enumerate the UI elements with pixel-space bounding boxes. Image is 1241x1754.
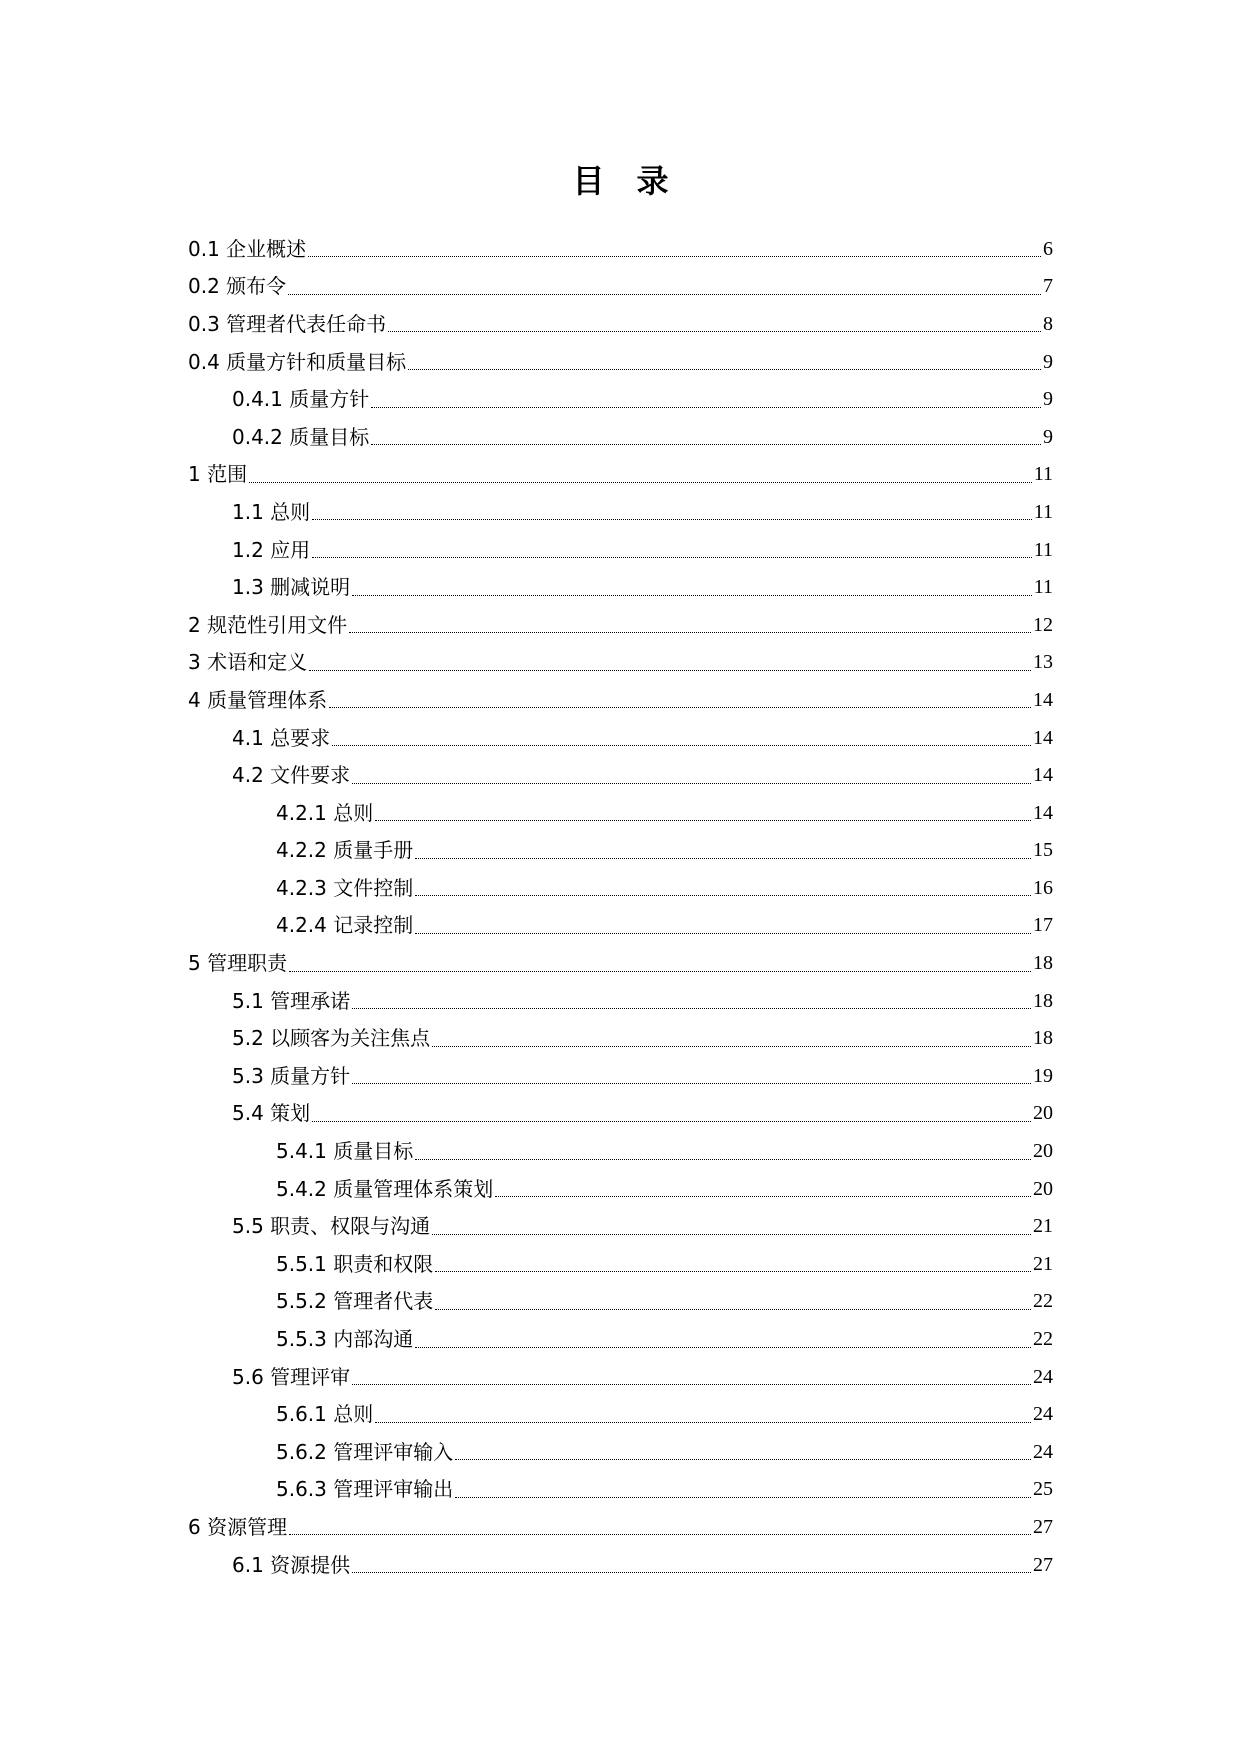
- toc-entry-page-number: 14: [1033, 801, 1053, 824]
- toc-entry-label: 3 术语和定义: [188, 650, 308, 675]
- toc-entry[interactable]: [188, 1057, 1053, 1095]
- toc-dot-leader: [432, 1234, 1031, 1235]
- toc-entry-page-number: 11: [1033, 500, 1053, 523]
- toc-entry-label: 5.6.2 管理评审输入: [276, 1439, 454, 1464]
- toc-entry-label: 4 质量管理体系: [188, 687, 328, 712]
- toc-list: [188, 230, 1053, 1583]
- toc-dot-leader: [288, 294, 1041, 295]
- toc-entry[interactable]: [188, 493, 1053, 531]
- toc-entry-label: 5.1 管理承诺: [232, 988, 351, 1013]
- toc-dot-leader: [415, 933, 1031, 934]
- toc-entry-label: 1.1 总则: [232, 499, 311, 524]
- toc-entry-label: 4.2 文件要求: [232, 763, 351, 788]
- toc-entry[interactable]: [188, 1546, 1053, 1584]
- toc-entry-page-number: 6: [1043, 237, 1053, 260]
- toc-dot-leader: [352, 783, 1031, 784]
- toc-dot-leader: [352, 1572, 1031, 1573]
- toc-entry-page-number: 21: [1033, 1252, 1053, 1275]
- toc-dot-leader: [332, 745, 1031, 746]
- toc-entry-label: 4.2.3 文件控制: [276, 875, 414, 900]
- toc-dot-leader: [375, 820, 1031, 821]
- toc-entry[interactable]: [188, 1508, 1053, 1546]
- toc-entry-label: 5.4.2 质量管理体系策划: [276, 1176, 494, 1201]
- toc-entry-label: 5.6.1 总则: [276, 1402, 374, 1427]
- toc-dot-leader: [289, 1534, 1031, 1535]
- toc-entry-label: 4.2.2 质量手册: [276, 838, 414, 863]
- toc-entry-page-number: 9: [1043, 425, 1053, 448]
- toc-entry[interactable]: [188, 531, 1053, 569]
- toc-dot-leader: [415, 895, 1031, 896]
- toc-entry-page-number: 27: [1033, 1553, 1053, 1576]
- toc-entry[interactable]: [188, 343, 1053, 381]
- toc-entry-page-number: 11: [1033, 463, 1053, 486]
- toc-entry-page-number: 18: [1033, 952, 1053, 975]
- toc-entry[interactable]: [188, 1358, 1053, 1396]
- toc-dot-leader: [435, 1271, 1031, 1272]
- toc-dot-leader: [455, 1497, 1031, 1498]
- toc-dot-leader: [375, 1422, 1031, 1423]
- toc-entry-label: 5.5.1 职责和权限: [276, 1251, 434, 1276]
- toc-entry-label: 0.3 管理者代表任命书: [188, 311, 387, 336]
- toc-entry-page-number: 24: [1033, 1403, 1053, 1426]
- toc-entry-label: 5.6 管理评审: [232, 1364, 351, 1389]
- toc-entry-label: 5.5.2 管理者代表: [276, 1289, 434, 1314]
- toc-entry-label: 2 规范性引用文件: [188, 612, 348, 637]
- toc-entry[interactable]: [188, 230, 1053, 268]
- toc-dot-leader: [312, 519, 1032, 520]
- toc-entry-label: 0.1 企业概述: [188, 236, 307, 261]
- toc-dot-leader: [249, 482, 1032, 483]
- toc-entry[interactable]: [188, 832, 1053, 870]
- toc-entry-label: 5.5.3 内部沟通: [276, 1327, 414, 1352]
- toc-entry-page-number: 8: [1043, 312, 1053, 335]
- toc-entry-page-number: 14: [1033, 726, 1053, 749]
- toc-dot-leader: [408, 369, 1041, 370]
- toc-entry-label: 4.2.4 记录控制: [276, 913, 414, 938]
- toc-entry-label: 4.1 总要求: [232, 725, 331, 750]
- toc-entry-label: 4.2.1 总则: [276, 800, 374, 825]
- toc-entry-page-number: 24: [1033, 1440, 1053, 1463]
- toc-entry-page-number: 25: [1033, 1478, 1053, 1501]
- toc-entry[interactable]: [188, 681, 1053, 719]
- toc-dot-leader: [352, 1083, 1031, 1084]
- toc-entry-page-number: 20: [1033, 1177, 1053, 1200]
- toc-entry[interactable]: [188, 756, 1053, 794]
- toc-entry-label: 5.6.3 管理评审输出: [276, 1477, 454, 1502]
- toc-entry[interactable]: [188, 869, 1053, 907]
- toc-entry[interactable]: [188, 268, 1053, 306]
- toc-entry-page-number: 11: [1033, 576, 1053, 599]
- toc-dot-leader: [415, 858, 1031, 859]
- toc-title: 目 录: [572, 162, 669, 200]
- toc-entry-page-number: 21: [1033, 1215, 1053, 1238]
- toc-entry[interactable]: [188, 305, 1053, 343]
- toc-entry-label: 1.3 删减说明: [232, 575, 351, 600]
- toc-entry-label: 5 管理职责: [188, 951, 288, 976]
- toc-entry[interactable]: [188, 1433, 1053, 1471]
- toc-entry[interactable]: [188, 606, 1053, 644]
- toc-entry[interactable]: [188, 1320, 1053, 1358]
- toc-entry-page-number: 20: [1033, 1140, 1053, 1163]
- toc-dot-leader: [289, 971, 1031, 972]
- toc-dot-leader: [312, 1121, 1031, 1122]
- toc-entry[interactable]: [188, 1019, 1053, 1057]
- toc-entry[interactable]: [188, 1095, 1053, 1133]
- toc-entry[interactable]: [188, 418, 1053, 456]
- toc-entry-page-number: 15: [1033, 839, 1053, 862]
- toc-entry-page-number: 24: [1033, 1365, 1053, 1388]
- toc-entry[interactable]: [188, 907, 1053, 945]
- toc-entry-page-number: 14: [1033, 688, 1053, 711]
- toc-dot-leader: [349, 632, 1031, 633]
- toc-entry-label: 0.4.1 质量方针: [232, 387, 370, 412]
- toc-entry-label: 5.5 职责、权限与沟通: [232, 1214, 431, 1239]
- toc-entry-page-number: 14: [1033, 764, 1053, 787]
- toc-entry[interactable]: [188, 982, 1053, 1020]
- toc-dot-leader: [312, 557, 1032, 558]
- toc-entry[interactable]: [188, 456, 1053, 494]
- toc-entry-label: 6 资源管理: [188, 1514, 288, 1539]
- toc-entry-label: 5.4 策划: [232, 1101, 311, 1126]
- toc-dot-leader: [371, 444, 1041, 445]
- toc-entry-label: 5.4.1 质量目标: [276, 1139, 414, 1164]
- toc-entry-page-number: 11: [1033, 538, 1053, 561]
- toc-entry[interactable]: [188, 644, 1053, 682]
- toc-entry-page-number: 20: [1033, 1102, 1053, 1125]
- toc-entry-page-number: 7: [1043, 275, 1053, 298]
- toc-dot-leader: [371, 407, 1041, 408]
- toc-dot-leader: [352, 1384, 1031, 1385]
- toc-entry[interactable]: [188, 1395, 1053, 1433]
- toc-entry[interactable]: [188, 1245, 1053, 1283]
- toc-dot-leader: [388, 331, 1041, 332]
- toc-dot-leader: [432, 1046, 1031, 1047]
- toc-entry-page-number: 12: [1033, 613, 1053, 636]
- toc-entry[interactable]: [188, 794, 1053, 832]
- toc-entry-label: 5.2 以顾客为关注焦点: [232, 1026, 431, 1051]
- toc-dot-leader: [309, 670, 1031, 671]
- toc-entry[interactable]: [188, 1207, 1053, 1245]
- toc-entry[interactable]: [188, 719, 1053, 757]
- toc-entry-label: 0.2 颁布令: [188, 274, 287, 299]
- toc-dot-leader: [495, 1196, 1031, 1197]
- toc-entry[interactable]: [188, 1471, 1053, 1509]
- toc-entry-label: 1.2 应用: [232, 537, 311, 562]
- toc-entry[interactable]: [188, 568, 1053, 606]
- toc-entry[interactable]: [188, 380, 1053, 418]
- toc-entry-page-number: 19: [1033, 1064, 1053, 1087]
- toc-entry-page-number: 9: [1043, 350, 1053, 373]
- toc-entry-page-number: 9: [1043, 388, 1053, 411]
- toc-entry-label: 6.1 资源提供: [232, 1552, 351, 1577]
- toc-dot-leader: [435, 1309, 1031, 1310]
- toc-entry[interactable]: [188, 944, 1053, 982]
- toc-dot-leader: [308, 256, 1041, 257]
- toc-entry-page-number: 13: [1033, 651, 1053, 674]
- toc-dot-leader: [329, 707, 1031, 708]
- toc-entry-page-number: 22: [1033, 1290, 1053, 1313]
- toc-entry-page-number: 16: [1033, 876, 1053, 899]
- toc-entry[interactable]: [188, 1132, 1053, 1170]
- toc-dot-leader: [415, 1159, 1031, 1160]
- toc-entry-page-number: 22: [1033, 1328, 1053, 1351]
- toc-entry-label: 0.4 质量方针和质量目标: [188, 349, 407, 374]
- toc-entry-page-number: 17: [1033, 914, 1053, 937]
- toc-entry-page-number: 18: [1033, 1027, 1053, 1050]
- toc-dot-leader: [415, 1347, 1031, 1348]
- toc-dot-leader: [455, 1459, 1031, 1460]
- toc-dot-leader: [352, 595, 1032, 596]
- toc-entry[interactable]: [188, 1170, 1053, 1208]
- toc-entry-label: 5.3 质量方针: [232, 1063, 351, 1088]
- toc-entry-label: 0.4.2 质量目标: [232, 424, 370, 449]
- toc-entry-page-number: 27: [1033, 1515, 1053, 1538]
- toc-entry-page-number: 18: [1033, 989, 1053, 1012]
- toc-dot-leader: [352, 1008, 1031, 1009]
- toc-entry[interactable]: [188, 1283, 1053, 1321]
- toc-entry-label: 1 范围: [188, 462, 248, 487]
